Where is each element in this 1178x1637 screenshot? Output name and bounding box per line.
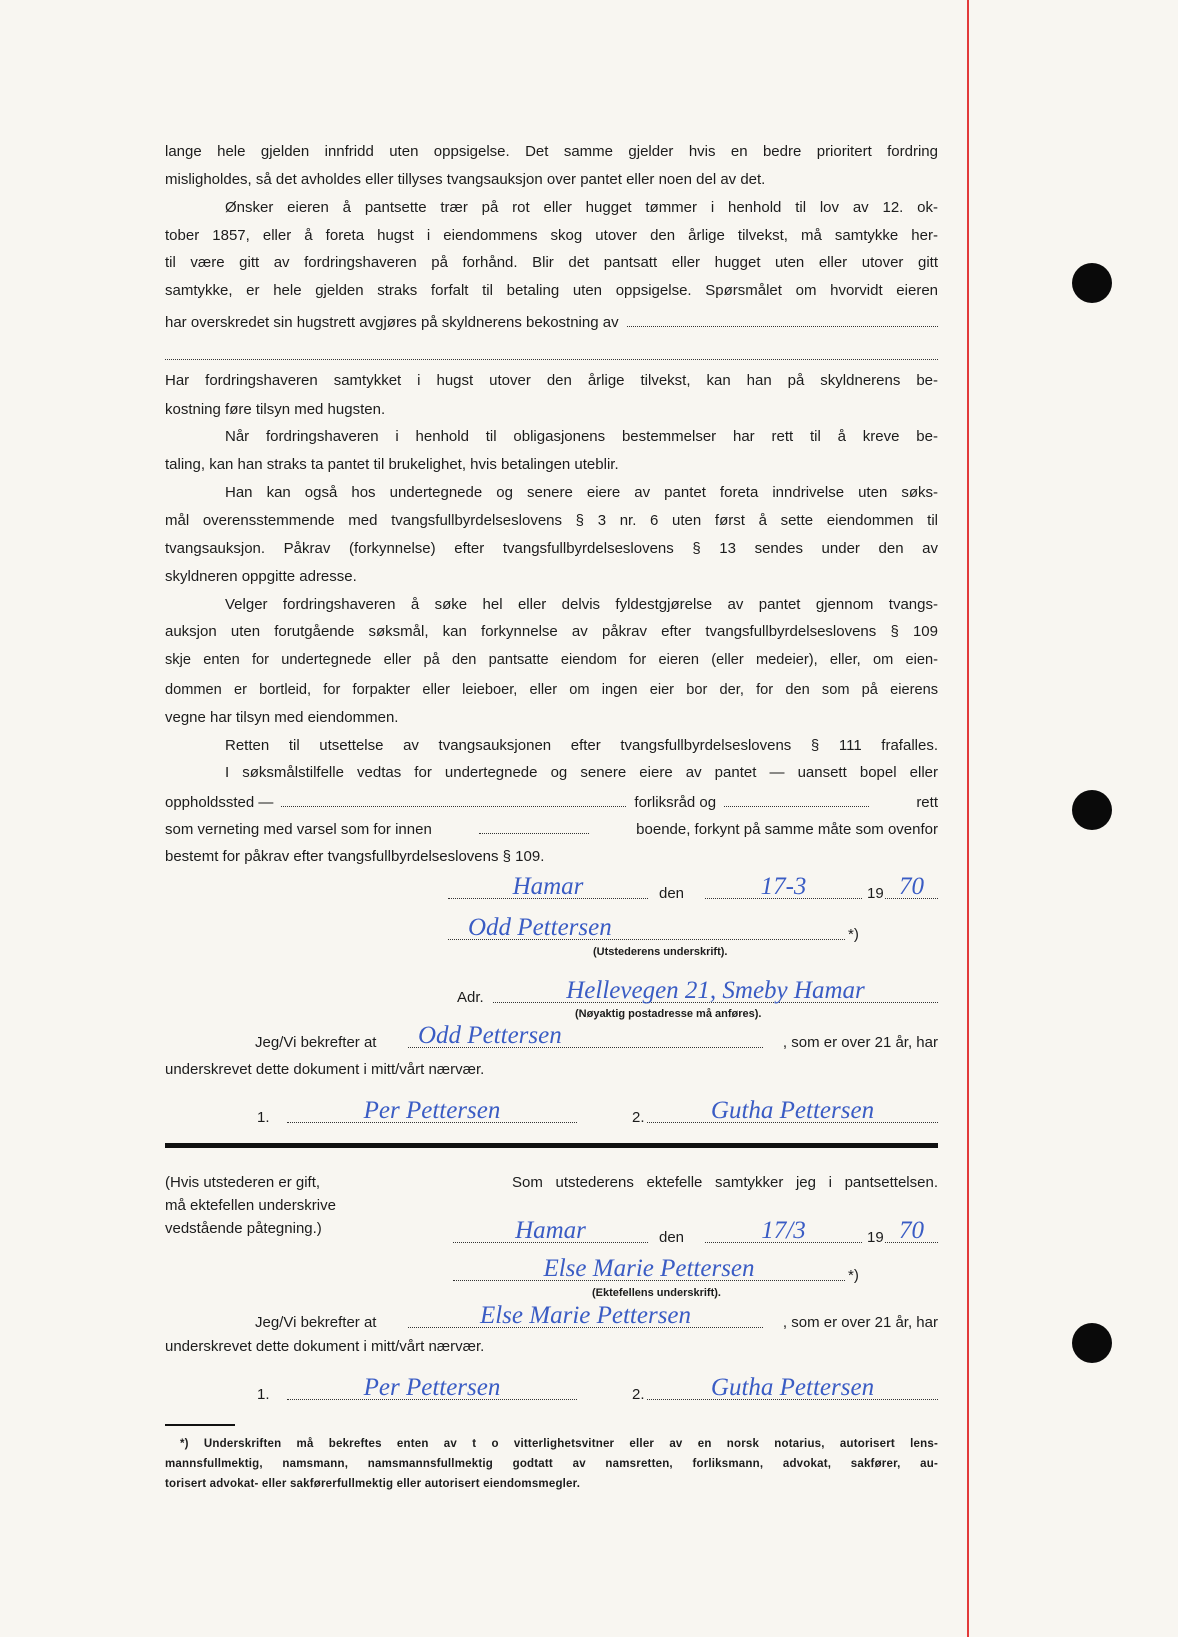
body-line: til være gitt av fordringshaveren på forhånd. Blir det pantsatt eller hugget uten eller utover gitt (165, 254, 938, 271)
witness-number: 2. (632, 1109, 645, 1126)
spouse-note: må ektefellen underskrive (165, 1197, 336, 1214)
notice-period-field[interactable] (479, 819, 589, 834)
punch-hole (1072, 1323, 1112, 1363)
blank-line[interactable] (165, 345, 938, 366)
spouse-note: vedstående påtegning.) (165, 1220, 322, 1237)
footnote-marker: *) (848, 926, 859, 943)
body-line: Når fordringshaveren i henhold til obligasjonens bestemmelser har rett til å kreve be- (225, 428, 938, 445)
witness-1-field[interactable]: Per Pettersen (287, 1108, 577, 1129)
address-label: Adr. (457, 989, 484, 1006)
body-line: kostning føre tilsyn med hugsten. (165, 401, 386, 418)
witness-number: 1. (257, 1386, 270, 1403)
body-line: dommen er bortleid, for forpakter eller leieboer, eller om ingen eier bor der, for den som på eierens (165, 682, 938, 698)
body-line: samtykke, er hele gjelden straks forfalt til betaling uten oppsigelse. Spørsmålet om hvorvidt eieren (165, 282, 938, 299)
body-line: vegne har tilsyn med eiendommen. (165, 709, 399, 726)
conciliation-board-field[interactable] (724, 792, 869, 807)
body-line: Han kan også hos undertegnede og senere eiere av pantet foreta inndrivelse uten søks- (225, 484, 938, 501)
section-divider (165, 1143, 938, 1148)
confirm-label: Jeg/Vi bekrefter at (255, 1314, 377, 1331)
address-field[interactable]: Hellevegen 21, Smeby Hamar (493, 988, 938, 1009)
body-text: har overskredet sin hugstrett avgjøres på skyldnerens bekostning av (165, 314, 619, 331)
body-line: Velger fordringshaveren å søke hel eller delvis fyldestgjørelse av pantet gjennom tvangs- (225, 596, 938, 613)
address-caption: (Nøyaktig postadresse må anføres). (575, 1008, 762, 1020)
punch-hole (1072, 790, 1112, 830)
spouse-date-field[interactable]: 17/3 (705, 1228, 862, 1249)
witness-number: 2. (632, 1386, 645, 1403)
body-line: tober 1857, eller å foreta hugst i eiendommens skog utover den årlige tilvekst, må samtykke her- (165, 227, 938, 244)
year-prefix: 19 (867, 885, 884, 902)
issuer-signature-field[interactable]: Odd Pettersen (448, 925, 845, 946)
body-line: auksjon uten forutgående søksmål, kan forkynnelse av påkrav efter tvangsfullbyrdelseslovens § 109 (165, 623, 938, 640)
date-field[interactable]: 17-3 (705, 884, 862, 905)
footnote-line: mannsfullmektig, namsmann, namsmannsfullmektig godtatt av namsretten, forliksmann, advokat, sakfører, au- (165, 1458, 938, 1470)
witness-number: 1. (257, 1109, 270, 1126)
footnote-line: torisert advokat- eller sakførerfullmektig eller autorisert eiendomsmegler. (165, 1478, 581, 1490)
body-line: mål overensstemmende med tvangsfullbyrdelseslovens § 3 nr. 6 uten først å sette eiendommen til (165, 512, 938, 529)
confirm-text: underskrevet dette dokument i mitt/vårt nærvær. (165, 1061, 485, 1078)
signature-caption: (Utstederens underskrift). (593, 946, 728, 958)
footnote-marker: *) (848, 1267, 859, 1284)
body-text: boende, forkynt på samme måte som ovenfor (636, 821, 938, 838)
body-line: bestemt for påkrav efter tvangsfullbyrdelseslovens § 109. (165, 848, 545, 865)
body-line: Retten til utsettelse av tvangsauksjonen efter tvangsfullbyrdelseslovens § 111 frafalles. (225, 737, 938, 754)
body-line: tvangsauksjon. Påkrav (forkynnelse) efter tvangsfullbyrdelseslovens § 13 sendes under den av (165, 540, 938, 557)
spouse-year-field[interactable]: 70 (885, 1228, 938, 1249)
year-prefix: 19 (867, 1229, 884, 1246)
body-line: Har fordringshaveren samtykket i hugst utover den årlige tilvekst, kan han på skyldnerens be- (165, 372, 938, 389)
footnote-line: *) Underskriften må bekreftes enten av t o vitterlighetsvitner eller av en norsk notarius, autorisert lens- (180, 1438, 938, 1450)
body-line: skyldneren oppgitte adresse. (165, 568, 357, 585)
confirm-text: , som er over 21 år, har (782, 1034, 938, 1051)
signature-caption: (Ektefellens underskrift). (592, 1287, 721, 1299)
witness-2-field[interactable]: Gutha Pettersen (647, 1108, 938, 1129)
body-line: Ønsker eieren å pantsette trær på rot eller hugget tømmer i henhold til lov av 12. ok- (225, 199, 938, 216)
confirm-text: , som er over 21 år, har (782, 1314, 938, 1331)
footnote-rule (165, 1424, 235, 1426)
body-line-with-blank (165, 312, 938, 333)
spouse-signature-field[interactable]: Else Marie Pettersen (453, 1266, 845, 1287)
spouse-place-field[interactable]: Hamar (453, 1228, 648, 1249)
spouse-consent: Som utstederens ektefelle samtykker jeg i pantsettelsen. (512, 1174, 938, 1191)
spouse-note: (Hvis utstederen er gift, (165, 1174, 321, 1191)
venue-line (165, 792, 938, 813)
court-district-field[interactable] (281, 792, 626, 807)
body-line: I søksmålstilfelle vedtas for undertegnede og senere eiere av pantet — uansett bopel eller (225, 764, 938, 781)
body-line: lange hele gjelden innfridd uten oppsigelse. Det samme gjelder hvis en bedre prioritert fordring (165, 143, 938, 160)
confirm-name-field[interactable]: Odd Pettersen (408, 1033, 763, 1054)
body-text: oppholdssted — (165, 794, 274, 811)
confirm-label: Jeg/Vi bekrefter at (255, 1034, 377, 1051)
body-text: forliksråd og (634, 794, 717, 811)
year-field[interactable]: 70 (885, 884, 938, 905)
spouse-confirm-name-field[interactable]: Else Marie Pettersen (408, 1313, 763, 1334)
confirm-text: underskrevet dette dokument i mitt/vårt nærvær. (165, 1338, 485, 1355)
spouse-witness-2-field[interactable]: Gutha Pettersen (647, 1385, 938, 1406)
place-field[interactable]: Hamar (448, 884, 648, 905)
punch-hole (1072, 263, 1112, 303)
margin-line (967, 0, 969, 1637)
body-line: taling, kan han straks ta pantet til brukelighet, hvis betalingen uteblir. (165, 456, 619, 473)
notice-line (165, 819, 938, 840)
body-line: misligholdes, så det avholdes eller tillyses tvangsauksjon over pantet eller noen del av det. (165, 171, 766, 188)
den-label: den (659, 885, 685, 902)
body-text: rett (916, 794, 938, 811)
den-label: den (659, 1229, 685, 1246)
blank-field[interactable] (627, 312, 938, 327)
spouse-witness-1-field[interactable]: Per Pettersen (287, 1385, 577, 1406)
body-line: skje enten for undertegnede eller på den pantsatte eiendom for eieren (eller medeier), eller, om eien- (165, 652, 938, 668)
body-text: som verneting med varsel som for innen (165, 821, 432, 838)
